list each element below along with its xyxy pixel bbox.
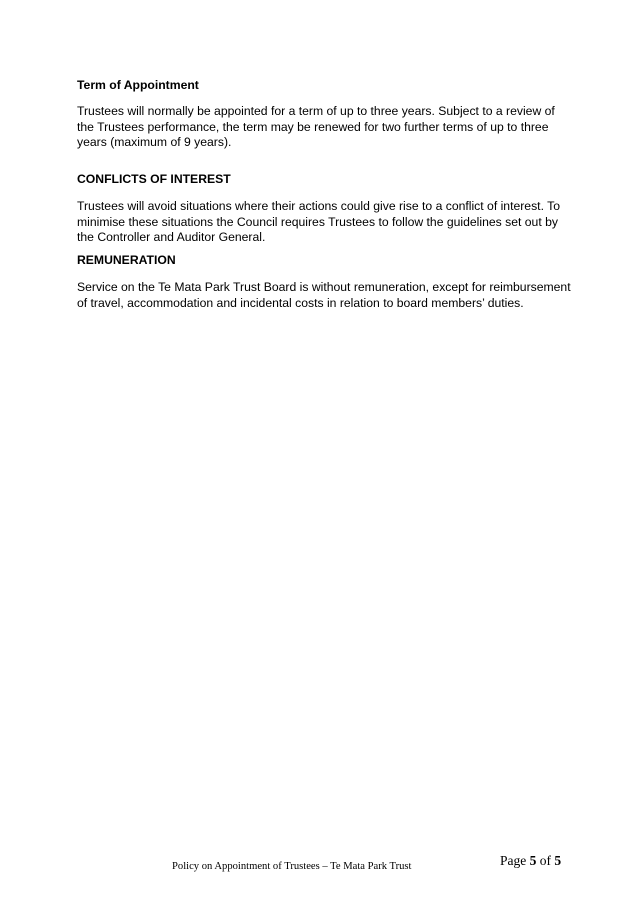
page-of: of [536,853,555,868]
paragraph-line: the Controller and Auditor General. [77,230,266,244]
section-conflicts-of-interest [77,171,563,246]
section-heading: CONFLICTS OF INTEREST [77,172,231,186]
paragraph-line: Service on the Te Mata Park Trust Board is without remuneration, except for reimbursement [77,280,571,294]
paragraph-line: Trustees will normally be appointed for a term of up to three years. Subject to a review of [77,104,555,118]
paragraph-line: minimise these situations the Council requires Trustees to follow the guidelines set out by [77,214,558,229]
section-paragraph [77,104,563,151]
section-heading: Term of Appointment [77,78,199,92]
page-prefix: Page [500,853,530,868]
section-heading: REMUNERATION [77,253,176,267]
paragraph-line: years (maximum of 9 years). [77,135,232,149]
section-paragraph [77,199,563,246]
page-current: 5 [529,853,537,868]
section-remuneration [77,252,571,311]
page-total: 5 [554,853,562,868]
footer-document-title: Policy on Appointment of Trustees – Te Mata Park Trust [172,861,412,872]
paragraph-line: Trustees will avoid situations where their actions could give rise to a conflict of interest. To [77,199,560,213]
paragraph-line: of travel, accommodation and incidental costs in relation to board members’ duties. [77,295,524,310]
footer-page-number [500,853,561,869]
paragraph-line: the Trustees performance, the term may be renewed for two further terms of up to three [77,119,549,134]
section-term-of-appointment [77,77,563,151]
section-paragraph [77,280,571,311]
